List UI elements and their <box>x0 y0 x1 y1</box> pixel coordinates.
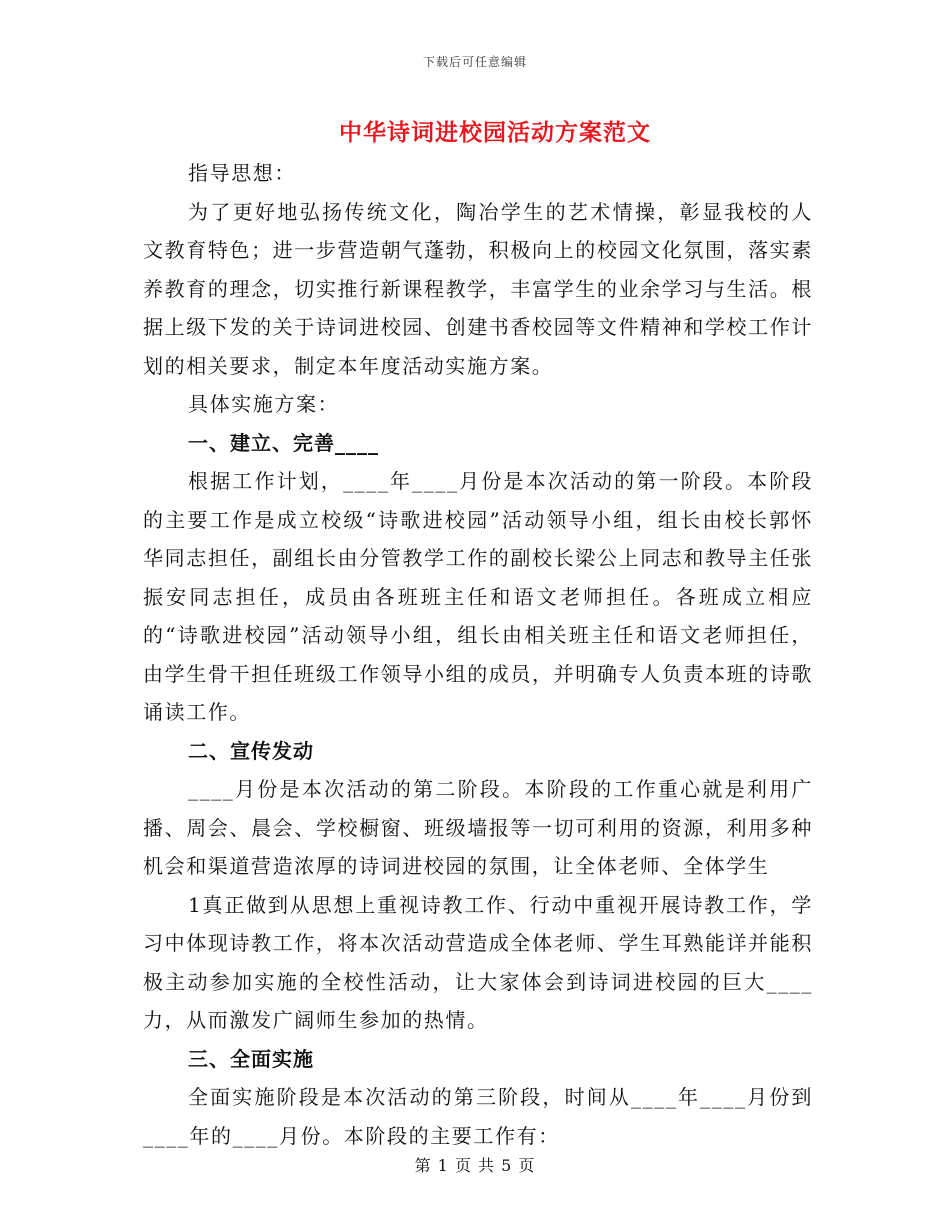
heading-publicity: 二、宣传发动 <box>188 738 314 763</box>
page-number: 第 1 页 共 5 页 <box>414 1156 536 1175</box>
paragraph-guiding-thought: 为了更好地弘扬传统文化，陶冶学生的艺术情操，彰显我校的人文教育特色；进一步营造朝气蓬勃，积极向上的校园文化氛围，落实素养教育的理念，切实推行新课程教学，丰富学生的业余学习与生活。根据上级下发的关于诗词进校园、创建书香校园等文件精神和学校工作计划的相关要求，制定本年度活动实施方案。 <box>143 199 813 378</box>
heading-establish: 一、建立、完善____ <box>188 430 379 455</box>
section-label-guiding-thought: 指导思想： <box>188 161 296 185</box>
paragraph-stage-three: 全面实施阶段是本次活动的第三阶段，时间从____年____月份到____年的____月份。本阶段的主要工作有： <box>143 1085 813 1148</box>
document-title: 中华诗词进校园活动方案范文 <box>339 119 651 146</box>
header-note: 下载后可任意编辑 <box>422 55 527 69</box>
paragraph-stage-two: ____月份是本次活动的第二阶段。本阶段的工作重心就是利用广播、周会、晨会、学校橱窗、班级墙报等一切可利用的资源，利用多种机会和渠道营造浓厚的诗词进校园的氛围，让全体老师、全体学生 <box>143 777 813 878</box>
paragraph-stage-two-continued: 1真正做到从思想上重视诗教工作、行动中重视开展诗教工作，学习中体现诗教工作，将本次活动营造成全体老师、学生耳熟能详并能积极主动参加实施的全校性活动，让大家体会到诗词进校园的巨大____力，从而激发广阔师生参加的热情。 <box>143 892 813 1032</box>
paragraph-stage-one: 根据工作计划，____年____月份是本次活动的第一阶段。本阶段的主要工作是成立校级“诗歌进校园”活动领导小组，组长由校长郭怀华同志担任，副组长由分管教学工作的副校长梁公上同志和教导主任张振安同志担任，成员由各班班主任和语文老师担任。各班成立相应的“诗歌进校园”活动领导小组，组长由相关班主任和语文老师担任，由学生骨干担任班级工作领导小组的成员，并明确专人负责本班的诗歌诵读工作。 <box>143 469 813 724</box>
document-body <box>143 154 813 1155</box>
heading-full-implementation: 三、全面实施 <box>188 1046 314 1071</box>
section-label-implementation: 具体实施方案： <box>188 392 340 416</box>
